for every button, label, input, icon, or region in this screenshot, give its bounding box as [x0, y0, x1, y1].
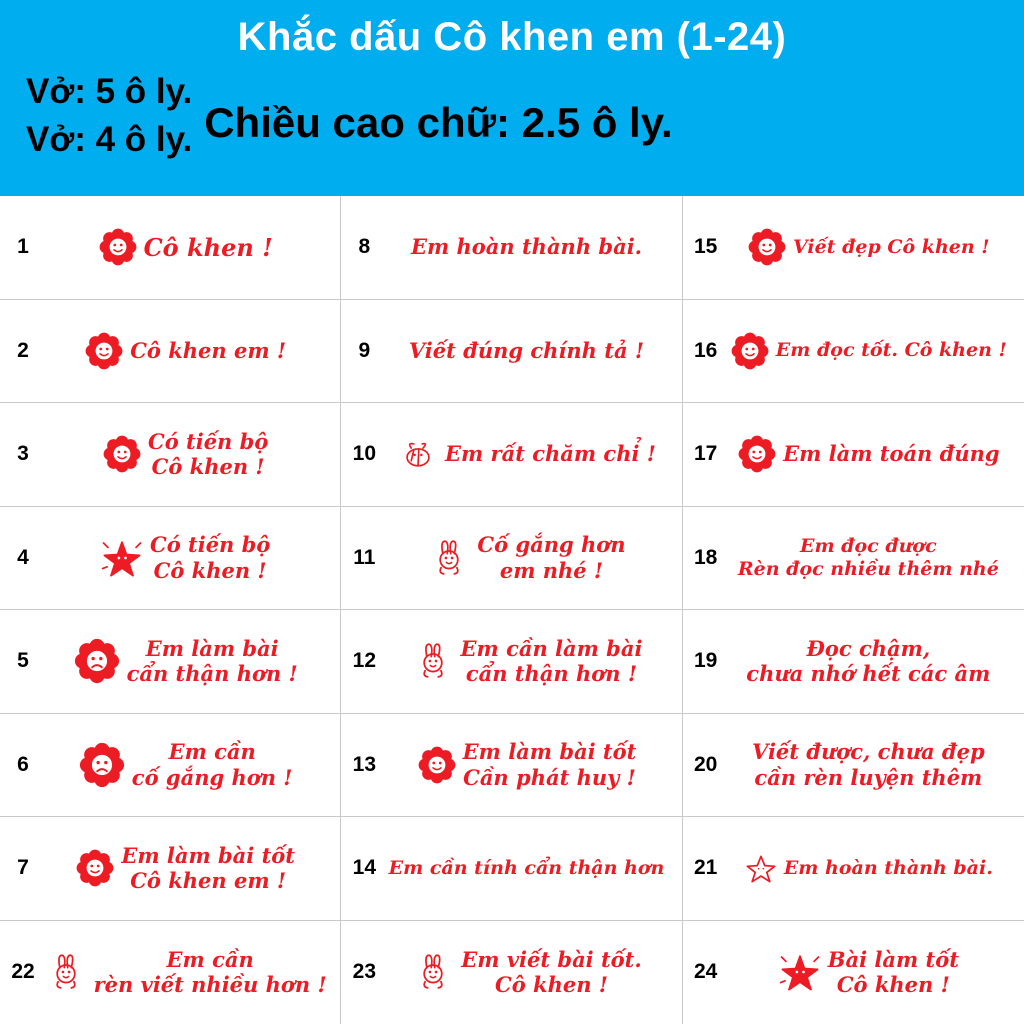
- stamp-preview: [723, 739, 1018, 790]
- stamp-number: 11: [353, 545, 376, 569]
- stamp-preview: [381, 338, 675, 364]
- stamp-preview: [723, 535, 1018, 581]
- stamp-cell[interactable]: [683, 714, 1024, 818]
- stamp-text: [738, 535, 999, 581]
- stamp-number: 9: [358, 338, 371, 362]
- stamp-cell[interactable]: [0, 714, 341, 818]
- stamp-cell[interactable]: [683, 817, 1024, 921]
- stamp-text: [409, 338, 644, 364]
- stamp-text-line: Em làm bài tốt: [462, 739, 637, 765]
- stamp-cell[interactable]: [341, 300, 682, 404]
- stamp-text-line: Em hoàn thành bài.: [410, 234, 642, 260]
- flower-icon: [737, 434, 777, 474]
- stamp-cell[interactable]: [0, 921, 341, 1024]
- stamp-text: [144, 233, 273, 262]
- stamp-preview: [381, 433, 675, 475]
- header-right-note: Chiều cao chữ: 2.5 ô ly.: [204, 99, 673, 146]
- star-icon: [778, 950, 822, 994]
- stamp-number: 12: [352, 649, 376, 673]
- stamp-number: 10: [352, 442, 376, 466]
- stamp-number: 16: [693, 338, 718, 362]
- flower-sad-icon: [73, 637, 121, 685]
- stamp-text: [461, 636, 643, 687]
- stamp-text: [477, 532, 625, 583]
- stamp-cell[interactable]: [683, 403, 1024, 507]
- stamp-text-line: Cô khen !: [143, 232, 273, 262]
- flower-icon: [747, 227, 787, 267]
- stamp-text: [746, 636, 990, 687]
- stamp-text: [121, 843, 295, 894]
- stamp-cell[interactable]: [683, 196, 1024, 300]
- stamp-text: [784, 857, 993, 880]
- stamp-text-line: Em cần: [166, 946, 254, 972]
- stamp-text-line: Em cần làm bài: [460, 635, 643, 661]
- stamp-text-line: Đọc chậm,: [806, 635, 931, 661]
- stamp-number: 20: [693, 752, 718, 776]
- stamp-preview: [723, 227, 1018, 267]
- stamp-text: [150, 532, 270, 583]
- stamp-number: 7: [17, 856, 29, 880]
- stamp-number: 8: [358, 235, 371, 259]
- stamp-text-line: Bài làm tốt: [827, 946, 959, 972]
- stamp-cell[interactable]: [0, 300, 341, 404]
- rabbit-icon: [427, 536, 471, 580]
- stamp-preview: [40, 331, 334, 371]
- stamp-number: 18: [693, 545, 718, 569]
- stamp-text-line: Có tiến bộ: [149, 532, 271, 558]
- flower-icon: [84, 331, 124, 371]
- stamp-cell[interactable]: [0, 507, 341, 611]
- stamp-text-line: em nhé !: [499, 557, 604, 583]
- stamp-cell[interactable]: [341, 610, 682, 714]
- stamp-cell[interactable]: [683, 300, 1024, 404]
- stamp-text: [127, 636, 298, 687]
- flower-icon: [75, 848, 115, 888]
- stamp-text-line: Em rất chăm chỉ !: [445, 441, 656, 467]
- stamp-text-line: Cô khen !: [494, 972, 608, 998]
- stamp-preview: [381, 947, 675, 998]
- stamp-preview: [723, 851, 1018, 885]
- stamp-preview: [40, 636, 334, 687]
- header-left-notes: [26, 66, 192, 165]
- stamp-text-line: Viết được, chưa đẹp: [752, 739, 985, 765]
- stamp-text-line: cẩn thận hơn !: [126, 661, 298, 687]
- stamp-text-line: Viết đẹp Cô khen !: [793, 235, 990, 258]
- stamp-text-line: Em làm bài tốt: [121, 842, 295, 868]
- note-line-2: Vở: 4 ô ly.: [26, 120, 193, 160]
- stamp-number: 6: [17, 752, 29, 776]
- stamp-preview: [40, 843, 334, 894]
- note-line-1: Vở: 5 ô ly.: [26, 72, 193, 111]
- stamp-text-line: Em hoàn thành bài.: [783, 856, 993, 879]
- stamp-number: 23: [352, 960, 376, 984]
- stamp-text-line: Em làm bài: [145, 635, 279, 661]
- stamp-text-line: Cần phát huy !: [463, 764, 636, 790]
- stamp-text-line: Cô khen em !: [130, 868, 287, 894]
- stamp-preview: [381, 532, 675, 583]
- stamp-text: [130, 338, 286, 364]
- stamp-preview: [723, 331, 1018, 371]
- stamp-text-line: Cô khen !: [153, 557, 267, 583]
- stamp-number: 4: [17, 545, 29, 569]
- star-outline-icon: [744, 851, 778, 885]
- stamp-number: 13: [352, 752, 376, 776]
- stamp-cell[interactable]: [0, 403, 341, 507]
- stamp-preview: [723, 636, 1018, 687]
- page-title: Khắc dấu Cô khen em (1-24): [237, 15, 787, 59]
- stamp-text-line: cố gắng hơn !: [131, 764, 293, 790]
- stamp-text-line: Cô khen !: [151, 454, 265, 480]
- stamp-text-line: chưa nhớ hết các âm: [746, 661, 991, 687]
- stamp-text: [793, 236, 990, 259]
- stamp-text: [389, 857, 665, 880]
- bee-icon: [397, 433, 439, 475]
- stamp-text: [463, 739, 637, 790]
- star-icon: [100, 536, 144, 580]
- stamp-cell[interactable]: [683, 610, 1024, 714]
- flower-icon: [730, 331, 770, 371]
- stamp-cell[interactable]: [341, 921, 682, 1024]
- stamp-preview: [381, 857, 675, 880]
- stamp-text: [828, 947, 959, 998]
- flower-icon: [417, 745, 457, 785]
- stamp-number: 1: [17, 235, 29, 259]
- stamp-cell[interactable]: [341, 196, 682, 300]
- stamp-text-line: Em làm toán đúng: [783, 441, 1000, 467]
- header-subtitles: [0, 60, 1024, 165]
- stamp-text-line: cần rèn luyện thêm: [754, 764, 983, 790]
- stamp-preview: [40, 532, 334, 583]
- stamp-text-line: Cô khen !: [836, 972, 950, 998]
- stamp-text: [148, 429, 268, 480]
- stamp-number: 21: [693, 856, 718, 880]
- flower-icon: [102, 434, 142, 474]
- flower-sad-icon: [78, 741, 126, 789]
- rabbit-icon: [411, 950, 455, 994]
- stamp-preview: [40, 947, 334, 998]
- stamp-cell[interactable]: [341, 714, 682, 818]
- stamp-text-line: Em viết bài tốt.: [461, 946, 642, 972]
- stamp-preview: [40, 739, 334, 790]
- stamp-text-line: Viết đúng chính tả !: [408, 337, 645, 363]
- stamp-cell[interactable]: [0, 196, 341, 300]
- stamp-cell[interactable]: [683, 507, 1024, 611]
- stamp-cell[interactable]: [341, 403, 682, 507]
- stamp-number: 24: [693, 960, 718, 984]
- stamp-text-line: Em cần tính cẩn thận hơn: [388, 856, 665, 879]
- stamp-text: [132, 739, 293, 790]
- rabbit-icon: [44, 950, 88, 994]
- stamp-preview: [381, 636, 675, 687]
- stamp-cell[interactable]: [683, 921, 1024, 1024]
- stamp-text: [776, 339, 1007, 362]
- stamp-preview: [381, 739, 675, 790]
- stamp-cell[interactable]: [341, 817, 682, 921]
- stamp-text-line: Em đọc được: [799, 534, 937, 557]
- stamp-text: [461, 947, 641, 998]
- stamp-number: 17: [693, 442, 718, 466]
- stamp-text-line: Em đọc tốt. Cô khen !: [775, 339, 1007, 362]
- stamp-cell[interactable]: [341, 507, 682, 611]
- stamp-number: 14: [352, 856, 376, 880]
- stamp-preview: [381, 234, 675, 260]
- stamp-text: [94, 947, 327, 998]
- stamp-grid: [0, 196, 1024, 1024]
- flower-icon: [98, 227, 138, 267]
- stamp-text: [445, 441, 656, 467]
- stamp-preview: [723, 434, 1018, 474]
- stamp-number: 22: [11, 960, 35, 984]
- stamp-text-line: cẩn thận hơn !: [465, 661, 638, 687]
- stamp-preview: [40, 429, 334, 480]
- poster-header: [0, 0, 1024, 196]
- stamp-number: 3: [17, 442, 29, 466]
- stamp-preview: [723, 947, 1018, 998]
- stamp-number: 2: [17, 338, 29, 362]
- stamp-text-line: Cố gắng hơn: [477, 532, 626, 558]
- stamp-text: [411, 234, 642, 260]
- stamp-text-line: Rèn đọc nhiều thêm nhé: [737, 557, 999, 580]
- stamp-number: 19: [693, 649, 718, 673]
- stamp-text-line: Cô khen em !: [130, 337, 287, 363]
- stamp-text-line: Em cần: [168, 739, 256, 765]
- rabbit-icon: [411, 639, 455, 683]
- stamp-preview: [40, 227, 334, 267]
- stamp-number: 15: [693, 235, 718, 259]
- stamp-cell[interactable]: [0, 610, 341, 714]
- stamp-number: 5: [17, 649, 29, 673]
- stamp-text: [752, 739, 985, 790]
- stamp-text: [783, 441, 999, 467]
- stamp-cell[interactable]: [0, 817, 341, 921]
- stamp-text-line: rèn viết nhiều hơn !: [93, 972, 327, 998]
- stamp-text-line: Có tiến bộ: [147, 428, 269, 454]
